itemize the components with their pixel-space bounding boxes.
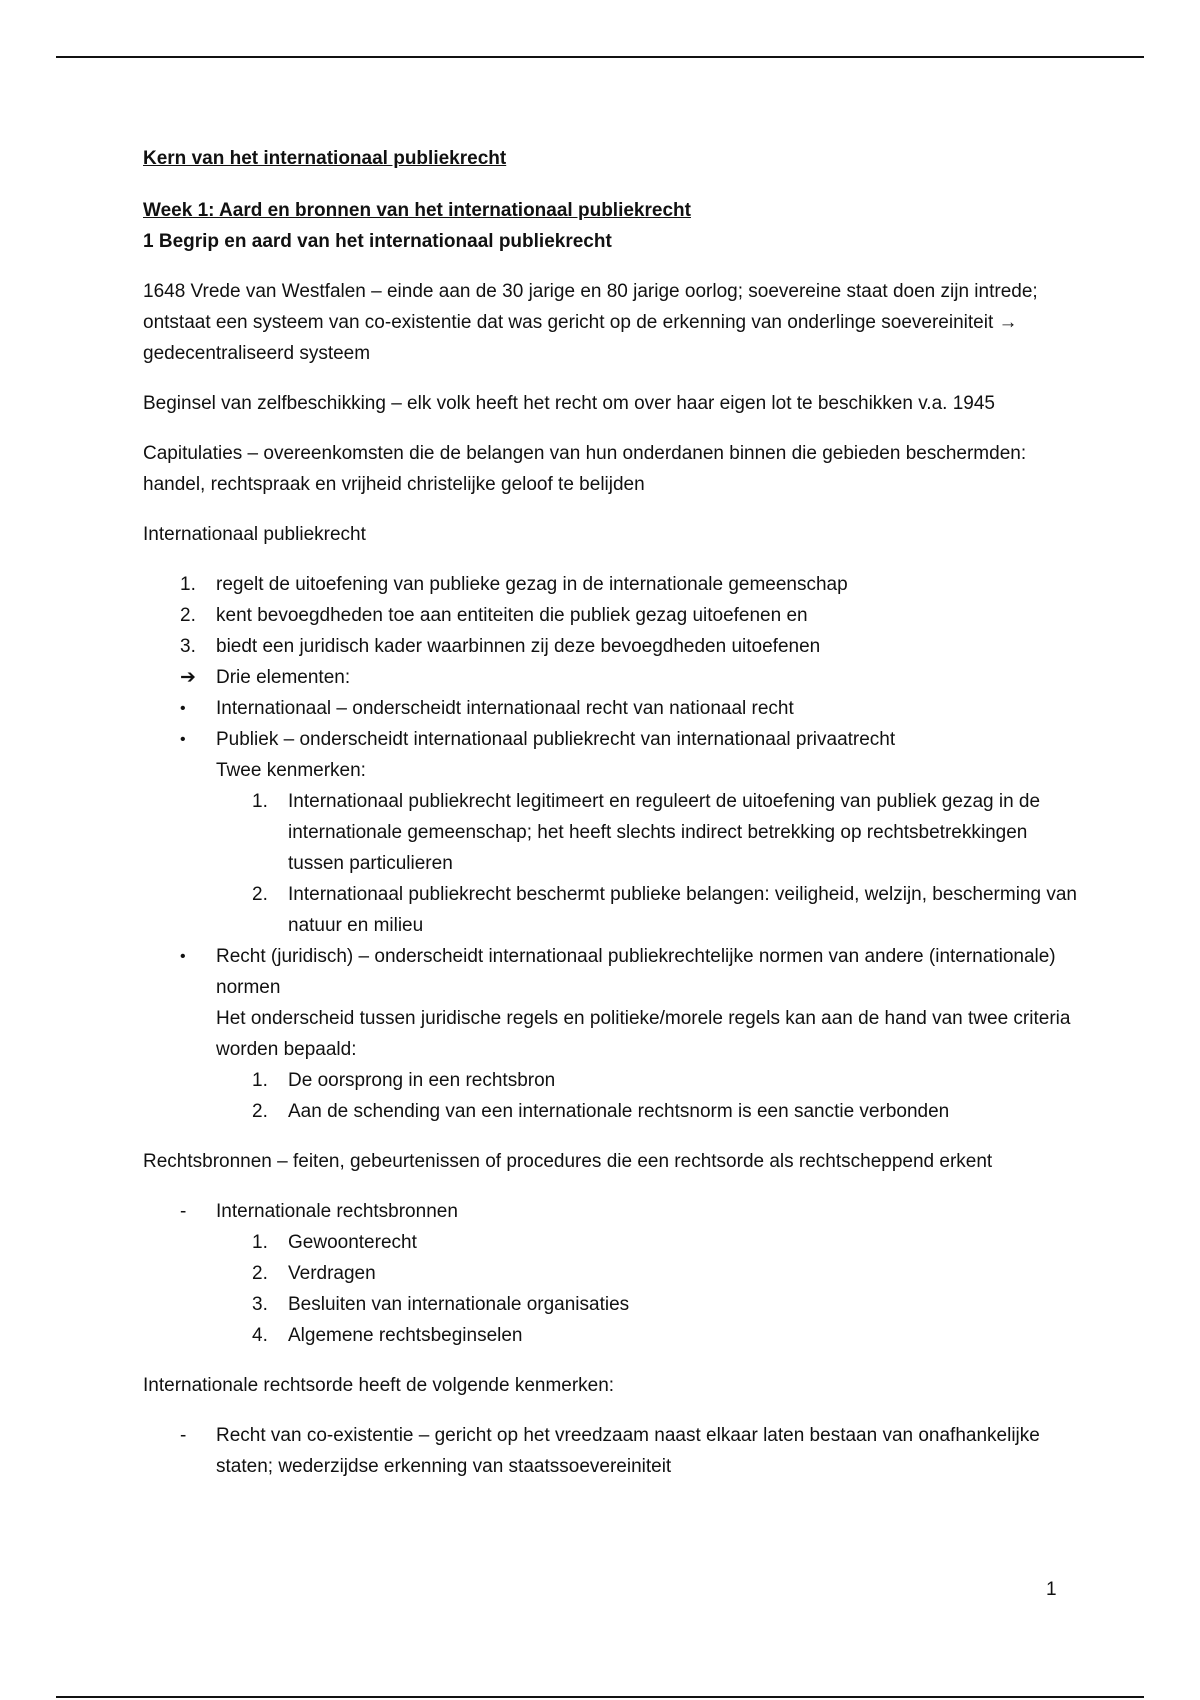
paragraph-ipr-heading: Internationaal publiekrecht xyxy=(143,524,366,545)
bullet-icon: • xyxy=(180,948,186,965)
header-rule xyxy=(56,56,1144,58)
list-item xyxy=(143,569,1083,600)
dash-marker: - xyxy=(180,1425,187,1446)
list-item-text: Recht van co-existentie – gericht op het vreedzaam naast elkaar laten bestaan van onafhankelijke staten; wederzijdse erkenning van staatssoevereiniteit xyxy=(216,1425,1040,1477)
document-body xyxy=(143,143,1083,1482)
page-number: 1 xyxy=(1046,1579,1057,1600)
element-text: Publiek – onderscheidt internationaal publiekrecht van internationaal privaatrecht xyxy=(216,729,896,750)
list-item-text: Drie elementen: xyxy=(216,667,351,688)
list-item-text: Internationaal publiekrecht legitimeert en reguleert de uitoefening van publiek gezag in de internationale gemeenschap; het heeft slechts indirect betrekking op rechtsbetrekkingen tussen particulieren xyxy=(288,791,1041,874)
week-title: Week 1: Aard en bronnen van het internationaal publiekrecht xyxy=(143,200,691,221)
list-marker: 2. xyxy=(252,884,268,905)
list-item-text: Internationaal publiekrecht beschermt publieke belangen: veiligheid, welzijn, bescherming van natuur en milieu xyxy=(288,884,1077,936)
list-marker: 3. xyxy=(252,1294,268,1315)
onderscheid-text: Het onderscheid tussen juridische regels en politieke/morele regels kan aan de hand van twee criteria worden bepaald: xyxy=(216,1008,1071,1060)
list-item-text: biedt een juridisch kader waarbinnen zij deze bevoegdheden uitoefenen xyxy=(216,636,821,657)
list-marker: 1. xyxy=(252,791,268,812)
list-item xyxy=(143,879,1083,941)
element-publiek xyxy=(143,724,1083,755)
list-item xyxy=(143,1227,1083,1258)
ipr-list xyxy=(143,569,1083,1127)
list-item-text: Gewoonterecht xyxy=(288,1232,417,1253)
bronnen-list xyxy=(143,1196,1083,1351)
list-item-text: regelt de uitoefening van publieke gezag in de internationale gemeenschap xyxy=(216,574,848,595)
section-title: 1 Begrip en aard van het internationaal publiekrecht xyxy=(143,231,612,252)
list-item xyxy=(143,1196,1083,1227)
list-marker: 1. xyxy=(252,1070,268,1091)
list-item-text: Verdragen xyxy=(288,1263,376,1284)
list-item xyxy=(143,1065,1083,1096)
bullet-icon: • xyxy=(180,700,186,717)
list-item xyxy=(143,1096,1083,1127)
dash-marker: - xyxy=(180,1201,187,1222)
list-marker: 1. xyxy=(252,1232,268,1253)
element-text: Recht (juridisch) – onderscheidt internationaal publiekrechtelijke normen van andere (internationale) normen xyxy=(216,946,1056,998)
list-item-text: Algemene rechtsbeginselen xyxy=(288,1325,523,1346)
arrow-icon: ➔ xyxy=(180,667,196,688)
list-item xyxy=(143,786,1083,879)
element-recht xyxy=(143,941,1083,1003)
list-item xyxy=(143,662,1083,693)
list-item xyxy=(143,1320,1083,1351)
document-title: Kern van het internationaal publiekrecht xyxy=(143,148,507,169)
bullet-icon: • xyxy=(180,731,186,748)
kenmerken-list xyxy=(143,1420,1083,1482)
twee-kenmerken-label: Twee kenmerken: xyxy=(216,760,366,781)
paragraph-capitulaties: Capitulaties – overeenkomsten die de belangen van hun onderdanen binnen die gebieden beschermden: handel, rechtspraak en vrijheid christelijke geloof te belijden xyxy=(143,443,1027,495)
list-marker: 2. xyxy=(252,1263,268,1284)
list-item-text: De oorsprong in een rechtsbron xyxy=(288,1070,556,1091)
paragraph-kenmerken-heading: Internationale rechtsorde heeft de volgende kenmerken: xyxy=(143,1375,615,1396)
element-internationaal xyxy=(143,693,1083,724)
list-item xyxy=(143,1289,1083,1320)
paragraph-zelfbeschikking: Beginsel van zelfbeschikking – elk volk heeft het recht om over haar eigen lot te beschikken v.a. 1945 xyxy=(143,393,995,414)
list-marker: 4. xyxy=(252,1325,268,1346)
list-marker: 3. xyxy=(180,636,196,657)
footer-rule xyxy=(56,1696,1144,1698)
list-item xyxy=(143,1420,1083,1482)
list-marker: 1. xyxy=(180,574,196,595)
list-item-text: Internationale rechtsbronnen xyxy=(216,1201,458,1222)
list-item xyxy=(143,600,1083,631)
list-item xyxy=(143,631,1083,662)
element-text: Internationaal – onderscheidt internationaal recht van nationaal recht xyxy=(216,698,794,719)
list-item-text: kent bevoegdheden toe aan entiteiten die publiek gezag uitoefenen en xyxy=(216,605,808,626)
list-marker: 2. xyxy=(180,605,196,626)
paragraph-westfalen: 1648 Vrede van Westfalen – einde aan de 30 jarige en 80 jarige oorlog; soevereine staat doen zijn intrede; ontstaat een systeem van co-existentie dat was gericht op de erkenning van onderlinge soevereiniteit → gedecentraliseerd systeem xyxy=(143,281,1038,364)
list-item-text: Aan de schending van een internationale rechtsnorm is een sanctie verbonden xyxy=(288,1101,950,1122)
paragraph-rechtsbronnen: Rechtsbronnen – feiten, gebeurtenissen of procedures die een rechtsorde als rechtscheppend erkent xyxy=(143,1151,993,1172)
list-item-text: Besluiten van internationale organisaties xyxy=(288,1294,630,1315)
list-marker: 2. xyxy=(252,1101,268,1122)
list-item xyxy=(143,1258,1083,1289)
